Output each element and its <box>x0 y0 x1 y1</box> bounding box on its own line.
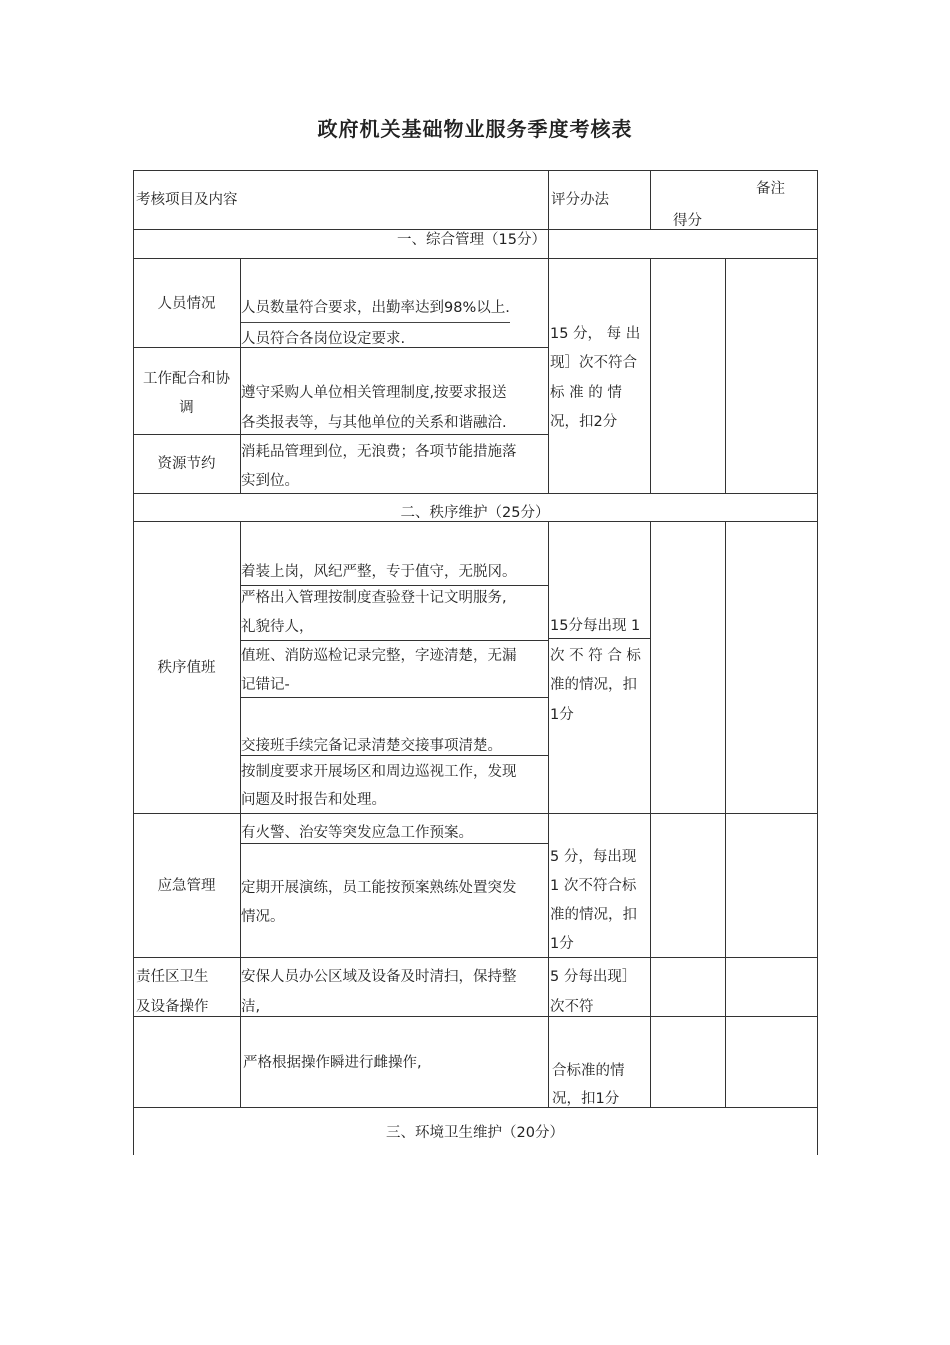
item-cooperation: 工作配合和协 <box>143 371 230 387</box>
content-line: 遵守采购人单位相关管理制度,按要求报送 <box>241 385 507 401</box>
content-line: 值班、消防巡检记录完整，字迹清楚，无漏 <box>241 648 517 664</box>
content-line: 严格出入管理按制度查验登十记文明服务, <box>241 590 507 606</box>
section-heading-2: 二、秩序维护（25分） <box>400 505 550 521</box>
item-zone-hygiene: 责任区卫生 <box>136 969 209 985</box>
scoring-text: 1分 <box>550 936 574 952</box>
scoring-text: 5 分，每出现 <box>550 849 637 865</box>
content-line: 按制度要求开展场区和周边巡视工作，发现 <box>241 764 517 780</box>
item-emergency: 应急管理 <box>157 878 216 894</box>
section-heading-1: 一、综合管理（15分） <box>397 232 546 248</box>
content-line: 各类报表等，与其他单位的关系和谐融洽. <box>241 415 507 431</box>
header-scoring-method: 评分办法 <box>551 192 609 208</box>
content-line: 人员符合各岗位设定要求. <box>241 331 406 347</box>
content-line: 实到位。 <box>241 473 299 489</box>
header-item-content: 考核项目及内容 <box>136 192 238 208</box>
scoring-text: 1 次不符合标 <box>550 878 637 894</box>
content-line: 着装上岗，风纪严整，专于值守，无脱冈。 <box>241 564 517 580</box>
content-line: 洁, <box>241 999 261 1015</box>
content-line: 人员数量符合要求，出勤率达到98%以上. <box>241 294 510 323</box>
item-personnel: 人员情况 <box>157 296 216 312</box>
content-line: 情况。 <box>241 909 285 925</box>
page-title: 政府机关基础物业服务季度考核表 <box>317 117 633 141</box>
content-line: 交接班手续完备记录清楚交接事项清楚。 <box>241 738 502 754</box>
scoring-text: 准的情况，扣 <box>550 907 637 923</box>
scoring-text: 次 不 符 合 标 <box>550 648 641 664</box>
item-zone-hygiene-cont: 及设备操作 <box>136 999 209 1015</box>
content-line: 礼貌待人， <box>241 619 314 635</box>
header-score: 得分 <box>673 213 702 229</box>
scoring-text: 况，扣2分 <box>550 414 618 430</box>
item-cooperation-cont: 调 <box>179 400 194 416</box>
section-heading-3: 三、环境卫生维护（20分） <box>386 1125 564 1141</box>
scoring-text: 15分每出现 1 <box>550 618 641 634</box>
content-line: 记错记- <box>241 677 290 693</box>
content-line: 问题及时报告和处理。 <box>241 792 386 808</box>
content-line: 安保人员办公区域及设备及时清扫，保持整 <box>241 969 517 985</box>
scoring-text: 合标准的情 <box>552 1063 625 1079</box>
scoring-text: 况，扣1分 <box>552 1091 620 1107</box>
content-line: 严格根据操作瞬进行雌操作, <box>243 1055 422 1071</box>
scoring-text: 准的情况，扣 <box>550 677 637 693</box>
item-order-duty: 秩序值班 <box>157 660 216 676</box>
scoring-text: 15 分， 每 出 <box>550 326 641 342</box>
scoring-text: 5 分每出现］ <box>550 969 637 985</box>
scoring-text: 标 准 的 情 <box>550 385 622 401</box>
scoring-text: 现］次不符合 <box>550 355 637 371</box>
content-line: 有火警、治安等突发应急工作预案。 <box>241 825 473 841</box>
item-resource-saving: 资源节约 <box>157 456 216 472</box>
content-line: 消耗品管理到位，无浪费；各项节能措施落 <box>241 444 517 460</box>
header-remarks: 备注 <box>756 181 785 197</box>
scoring-text: 次不符 <box>550 999 594 1015</box>
scoring-text: 1分 <box>550 707 574 723</box>
content-line: 定期开展演练，员工能按预案熟练处置突发 <box>241 880 517 896</box>
